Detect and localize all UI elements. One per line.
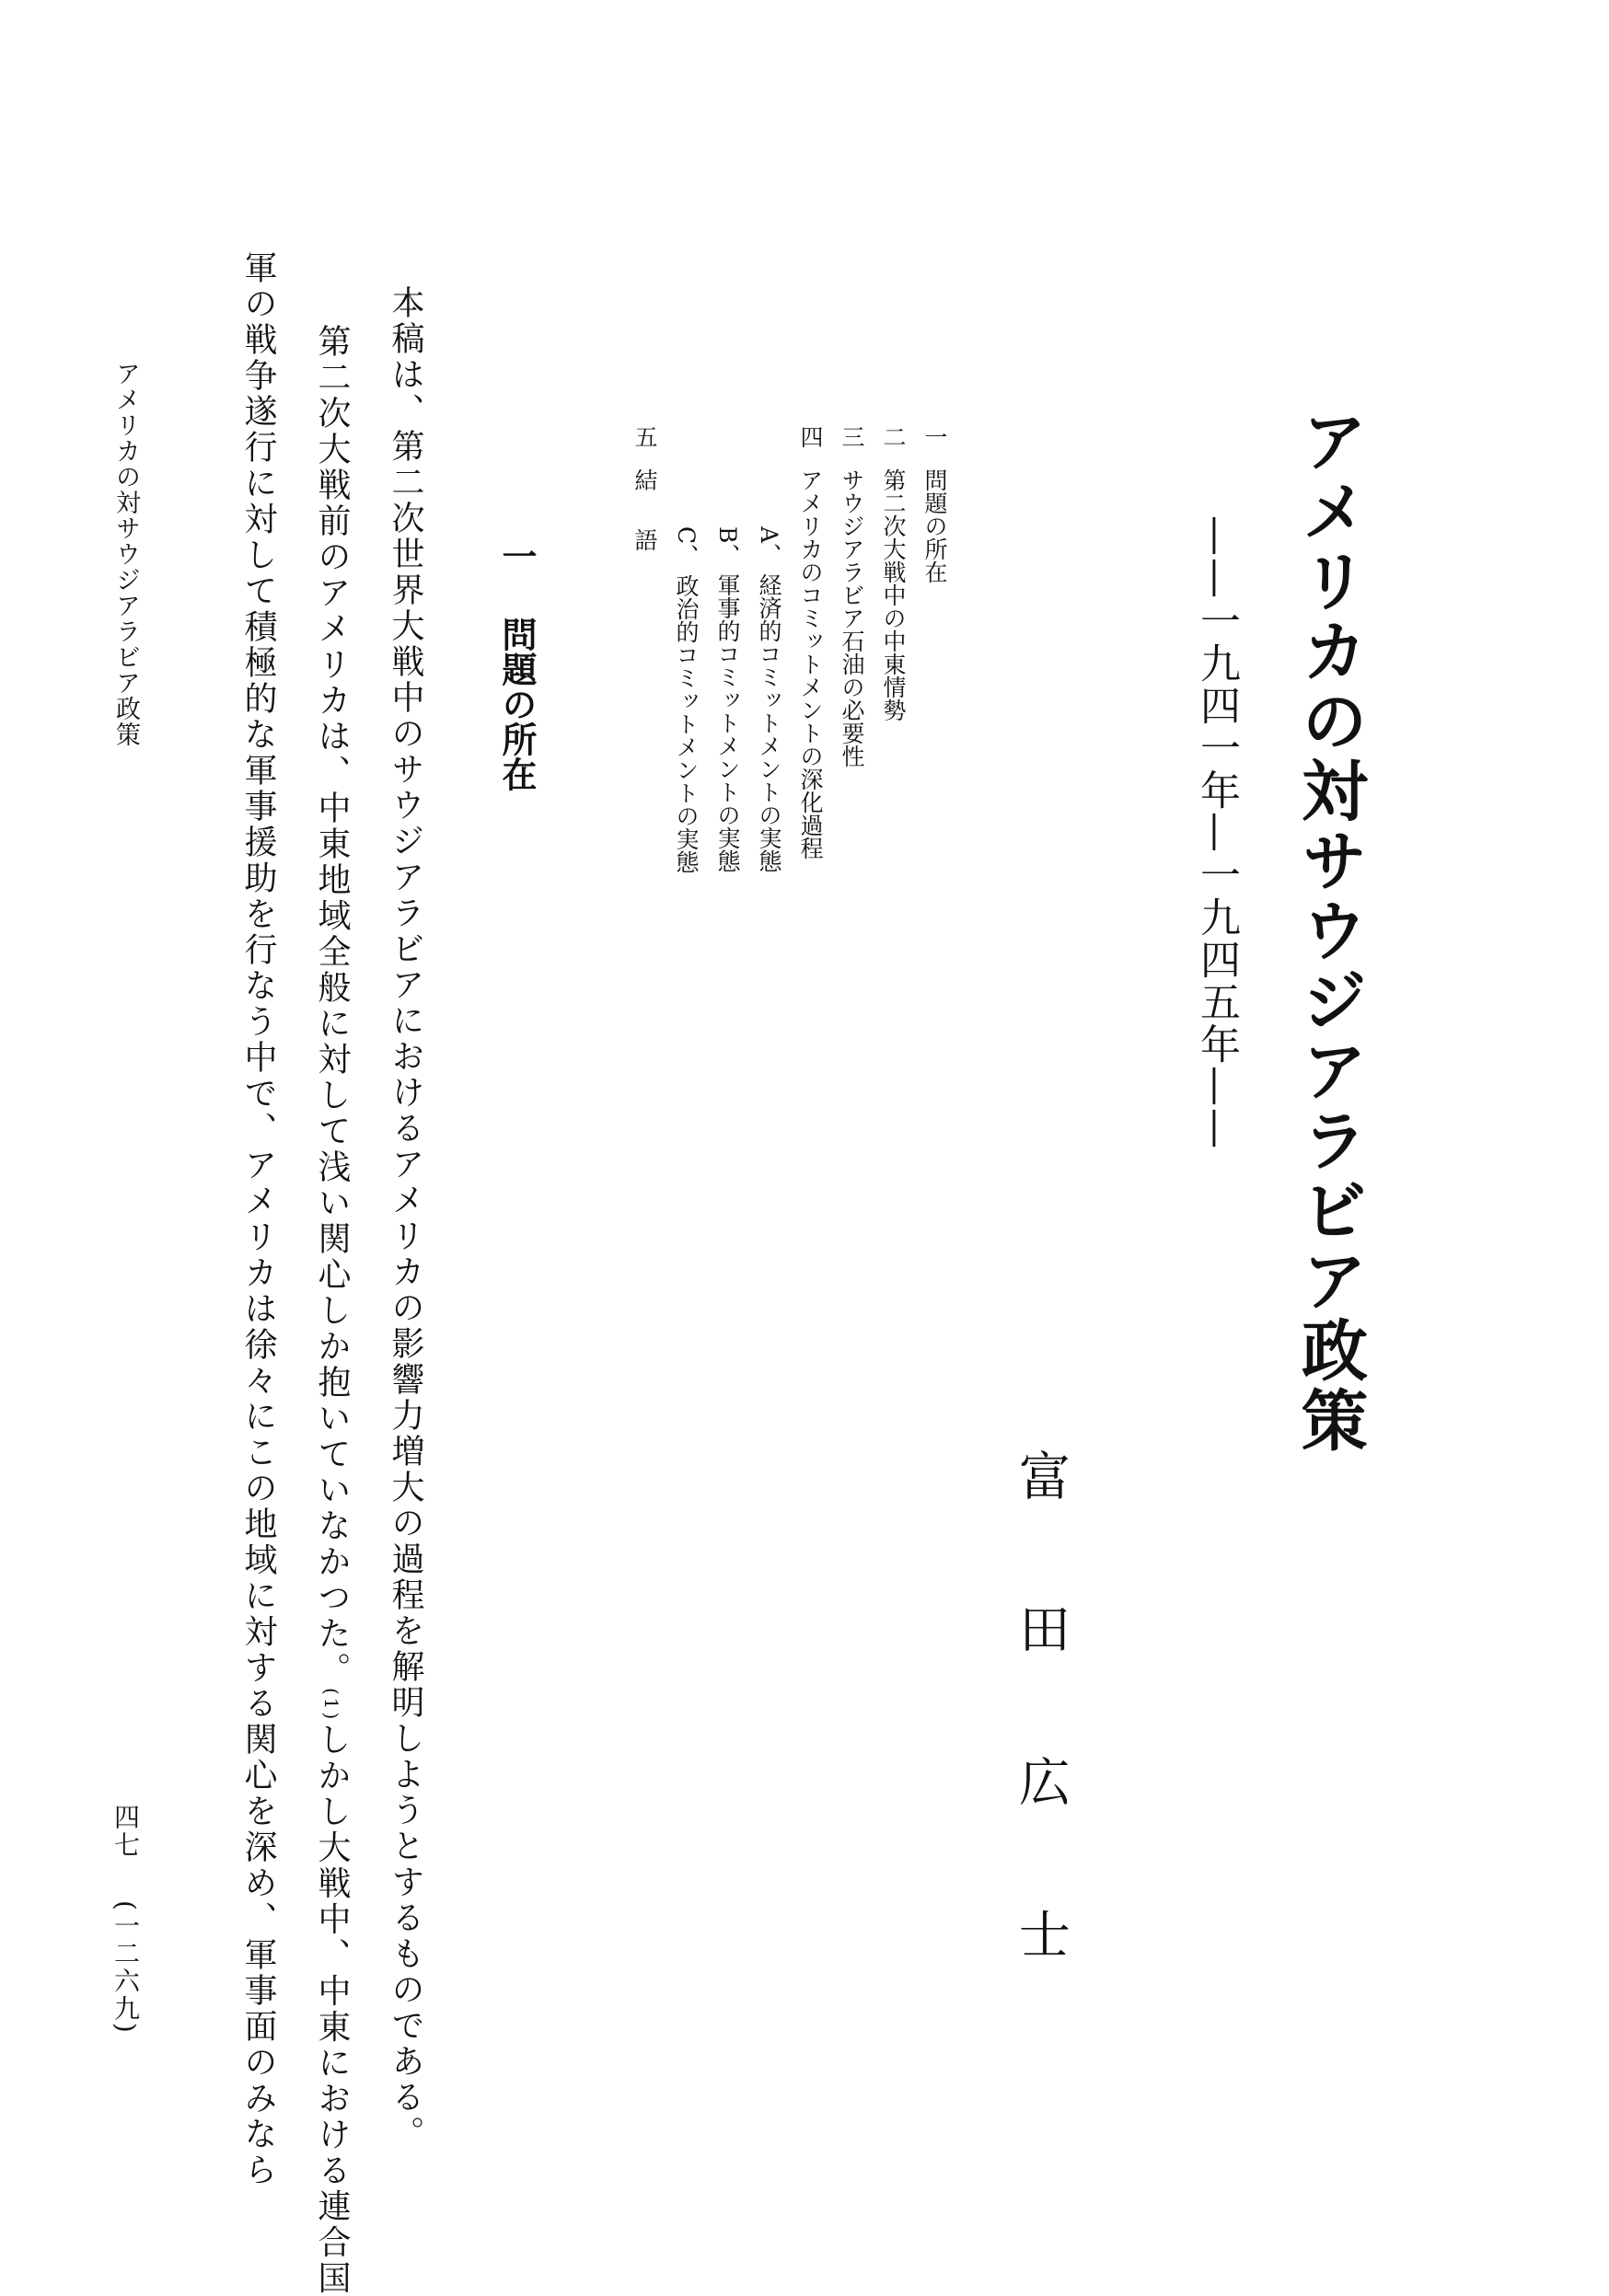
article-title: アメリカの対サウジアラビア政策 [1291, 407, 1369, 1456]
toc-label: 結語 [631, 468, 658, 588]
toc-label: 問題の所在 [921, 468, 948, 583]
body-text-segment: 第二次大戦前のアメリカは、中東地域全般に対して浅い関心しか抱いていなかつた。 [313, 324, 351, 1688]
toc-item [799, 425, 822, 873]
toc-label: 政治的コミットメントの実態 [673, 574, 700, 874]
body-text-line: 本稿は、第二次世界大戦中のサウジアラビアにおけるアメリカの影響力増大の過程を解明しようとするものである。 [387, 285, 424, 2152]
toc-number: C、 [673, 526, 700, 568]
page-number: 四七 [110, 1804, 141, 1859]
toc-label: アメリカのコミットメントの深化過程 [797, 468, 824, 860]
toc-number: 五 [631, 425, 658, 448]
section-title: 問題の所在 [496, 617, 538, 792]
section-heading [496, 538, 538, 792]
body-text-line: 軍の戦争遂行に対して積極的な軍事援助を行なう中で、アメリカは徐々にこの地域に対する関心を深め、軍事面のみなら [239, 250, 277, 2188]
toc-label: 経済的コミットメントの実態 [756, 573, 782, 873]
running-head: アメリカの対サウジアラビア政策 [111, 361, 140, 747]
body-text-segment: しかし大戦中、中東における連合国 [313, 1722, 351, 2296]
body-text-line [313, 324, 351, 2296]
folio-number: (一二六九) [110, 1900, 141, 2035]
toc-label: 第二次大戦中の中東情勢 [880, 468, 907, 721]
toc-label: サウジアラビア石油の必要性 [839, 468, 865, 767]
footnote-marker: (1) [320, 1688, 342, 1723]
toc-number: 二 [880, 425, 907, 448]
section-number: 一 [496, 538, 538, 573]
toc-subitem [716, 425, 739, 873]
table-of-contents [615, 425, 946, 873]
toc-subitem [675, 425, 698, 873]
article-subtitle: ——一九四一年—一九四五年—— [1193, 515, 1240, 1150]
toc-item [633, 425, 656, 873]
toc-item [923, 425, 946, 873]
toc-number: A、 [756, 526, 782, 567]
toc-number: 一 [921, 425, 948, 448]
author-name: 富田広士 [1011, 1449, 1071, 2060]
toc-item [840, 425, 863, 873]
toc-label: 軍事的コミットメントの実態 [714, 573, 741, 873]
toc-number: 四 [797, 425, 824, 448]
toc-number: 三 [839, 425, 865, 448]
toc-number: B、 [714, 526, 741, 567]
toc-subitem [758, 425, 781, 873]
toc-item [882, 425, 905, 873]
